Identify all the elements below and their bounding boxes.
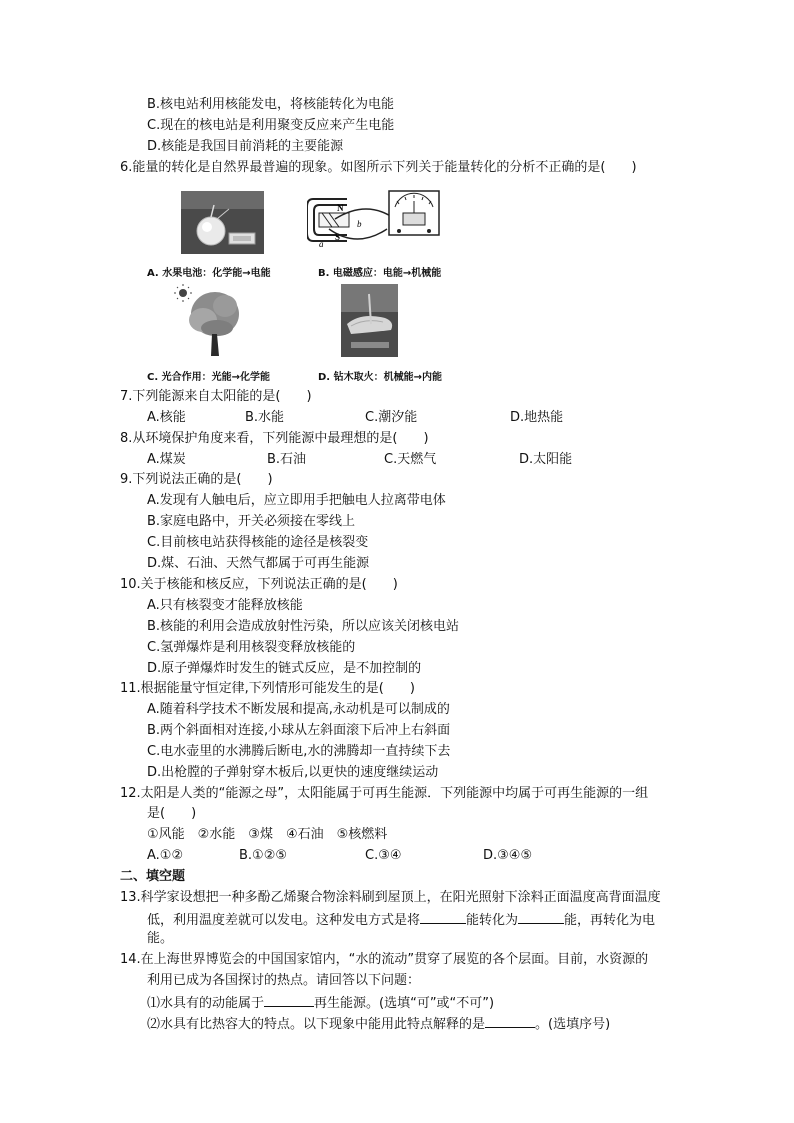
q13-blank-1[interactable] <box>420 910 466 924</box>
q14-blank-1[interactable] <box>264 993 314 1007</box>
q14-sub1-text-b: 再生能源。(选填“可”或“不可”) <box>314 996 495 1011</box>
q13-text-a: 低，利用温度差就可以发电。这种发电方式是将 <box>147 913 421 928</box>
q7-option-c: C.潮汐能 <box>365 410 418 425</box>
q11-option-c: C.电水壶里的水沸腾后断电,水的沸腾却一直持续下去 <box>147 744 451 759</box>
q6-stem: 6.能量的转化是自然界最普遍的现象。如图所示下列关于能量转化的分析不正确的是( ) <box>120 160 637 175</box>
q14-line2: 利用已成为各国探讨的热点。请回答以下问题： <box>147 973 421 988</box>
section-title-fill-in: 二、填空题 <box>120 869 186 884</box>
photosynthesis-tree-image <box>173 284 243 357</box>
q13-line2 <box>147 910 655 929</box>
q10-stem: 10.关于核能和核反应，下列说法正确的是( ) <box>120 577 398 592</box>
q8-option-b: B.石油 <box>267 452 307 467</box>
caption-b: B. 电磁感应：电能→机械能 <box>318 268 442 279</box>
magnet-label-s: S <box>335 232 341 242</box>
q11-option-b: B.两个斜面相对连接,小球从左斜面滚下后冲上右斜面 <box>147 723 451 738</box>
caption-d: D. 钻木取火：机械能→内能 <box>318 372 442 383</box>
q7-option-b: B.水能 <box>245 410 285 425</box>
q9-option-c: C.目前核电站获得核能的途径是核裂变 <box>147 535 369 550</box>
q8-stem: 8.从环境保护角度来看，下列能源中最理想的是( ) <box>120 431 429 446</box>
q9-stem: 9.下列说法正确的是( ) <box>120 472 273 487</box>
q7-option-a: A.核能 <box>147 410 186 425</box>
q8-option-c: C.天燃气 <box>384 452 437 467</box>
q12-stem-line2: 是( ) <box>147 806 197 821</box>
q7-option-d: D.地热能 <box>510 410 564 425</box>
q13-blank-2[interactable] <box>518 910 564 924</box>
q11-stem: 11.根据能量守恒定律,下列情形可能发生的是( ) <box>120 681 415 696</box>
q11-option-a: A.随着科学技术不断发展和提高,永动机是可以制成的 <box>147 702 450 717</box>
q12-option-a: A.①② <box>147 848 184 863</box>
q14-sub1 <box>147 993 494 1012</box>
q11-option-d: D.出枪膛的子弹射穿木板后,以更快的速度继续运动 <box>147 765 439 780</box>
q5-option-c: C.现在的核电站是利用聚变反应来产生电能 <box>147 118 395 133</box>
caption-a: A. 水果电池：化学能→电能 <box>147 268 271 279</box>
q9-option-b: B.家庭电路中，开关必须接在零线上 <box>147 514 356 529</box>
caption-c: C. 光合作用：光能→化学能 <box>147 372 270 383</box>
q9-option-a: A.发现有人触电后，应立即用手把触电人拉离带电体 <box>147 493 446 508</box>
q14-sub1-text-a: ⑴水具有的动能属于 <box>147 996 265 1011</box>
q13-text-c: 能，再转化为电 <box>564 913 656 928</box>
wire-label-a: a <box>319 239 324 249</box>
q12-option-b: B.①②⑤ <box>239 848 288 863</box>
q14-line1: 14.在上海世界博览会的中国国家馆内，“水的流动”贯穿了展览的各个层面。目前，水资源的 <box>120 952 649 967</box>
q13-text-b: 能转化为 <box>466 913 519 928</box>
q10-option-b: B.核能的利用会造成放射性污染，所以应该关闭核电站 <box>147 619 460 634</box>
q14-sub2-text-b: 。(选填序号) <box>535 1017 611 1032</box>
q10-option-d: D.原子弹爆炸时发生的链式反应，是不加控制的 <box>147 661 422 676</box>
q8-option-a: A.煤炭 <box>147 452 186 467</box>
q14-sub2 <box>147 1014 610 1033</box>
q14-blank-2[interactable] <box>485 1014 535 1028</box>
q12-option-c: C.③④ <box>365 848 402 863</box>
q9-option-d: D.煤、石油、天然气都属于可再生能源 <box>147 556 370 571</box>
fruit-battery-photo <box>181 191 264 254</box>
q14-sub2-text-a: ⑵水具有比热容大的特点。以下现象中能用此特点解释的是 <box>147 1017 486 1032</box>
electromagnetic-induction-diagram <box>307 189 442 259</box>
q10-option-a: A.只有核裂变才能释放核能 <box>147 598 303 613</box>
q7-stem: 7.下列能源来自太阳能的是( ) <box>120 389 312 404</box>
magnet-label-n: N <box>337 203 344 213</box>
q12-items: ①风能 ②水能 ③煤 ④石油 ⑤核燃料 <box>147 827 388 842</box>
q12-option-d: D.③④⑤ <box>483 848 533 863</box>
q5-option-b: B.核电站利用核能发电，将核能转化为电能 <box>147 97 395 112</box>
q10-option-c: C.氢弹爆炸是利用核裂变释放核能的 <box>147 640 356 655</box>
q12-stem-line1: 12.太阳是人类的“能源之母”，太阳能属于可再生能源．下列能源中均属于可再生能源的一组 <box>120 786 649 801</box>
drilling-wood-fire-photo <box>341 284 398 357</box>
q5-option-d: D.核能是我国目前消耗的主要能源 <box>147 139 344 154</box>
q13-line1: 13.科学家设想把一种多酚乙烯聚合物涂料刷到屋顶上，在阳光照射下涂料正面温度高背面温度 <box>120 890 661 905</box>
wire-label-b: b <box>357 219 362 229</box>
q8-option-d: D.太阳能 <box>519 452 573 467</box>
q13-line3: 能。 <box>147 931 174 946</box>
